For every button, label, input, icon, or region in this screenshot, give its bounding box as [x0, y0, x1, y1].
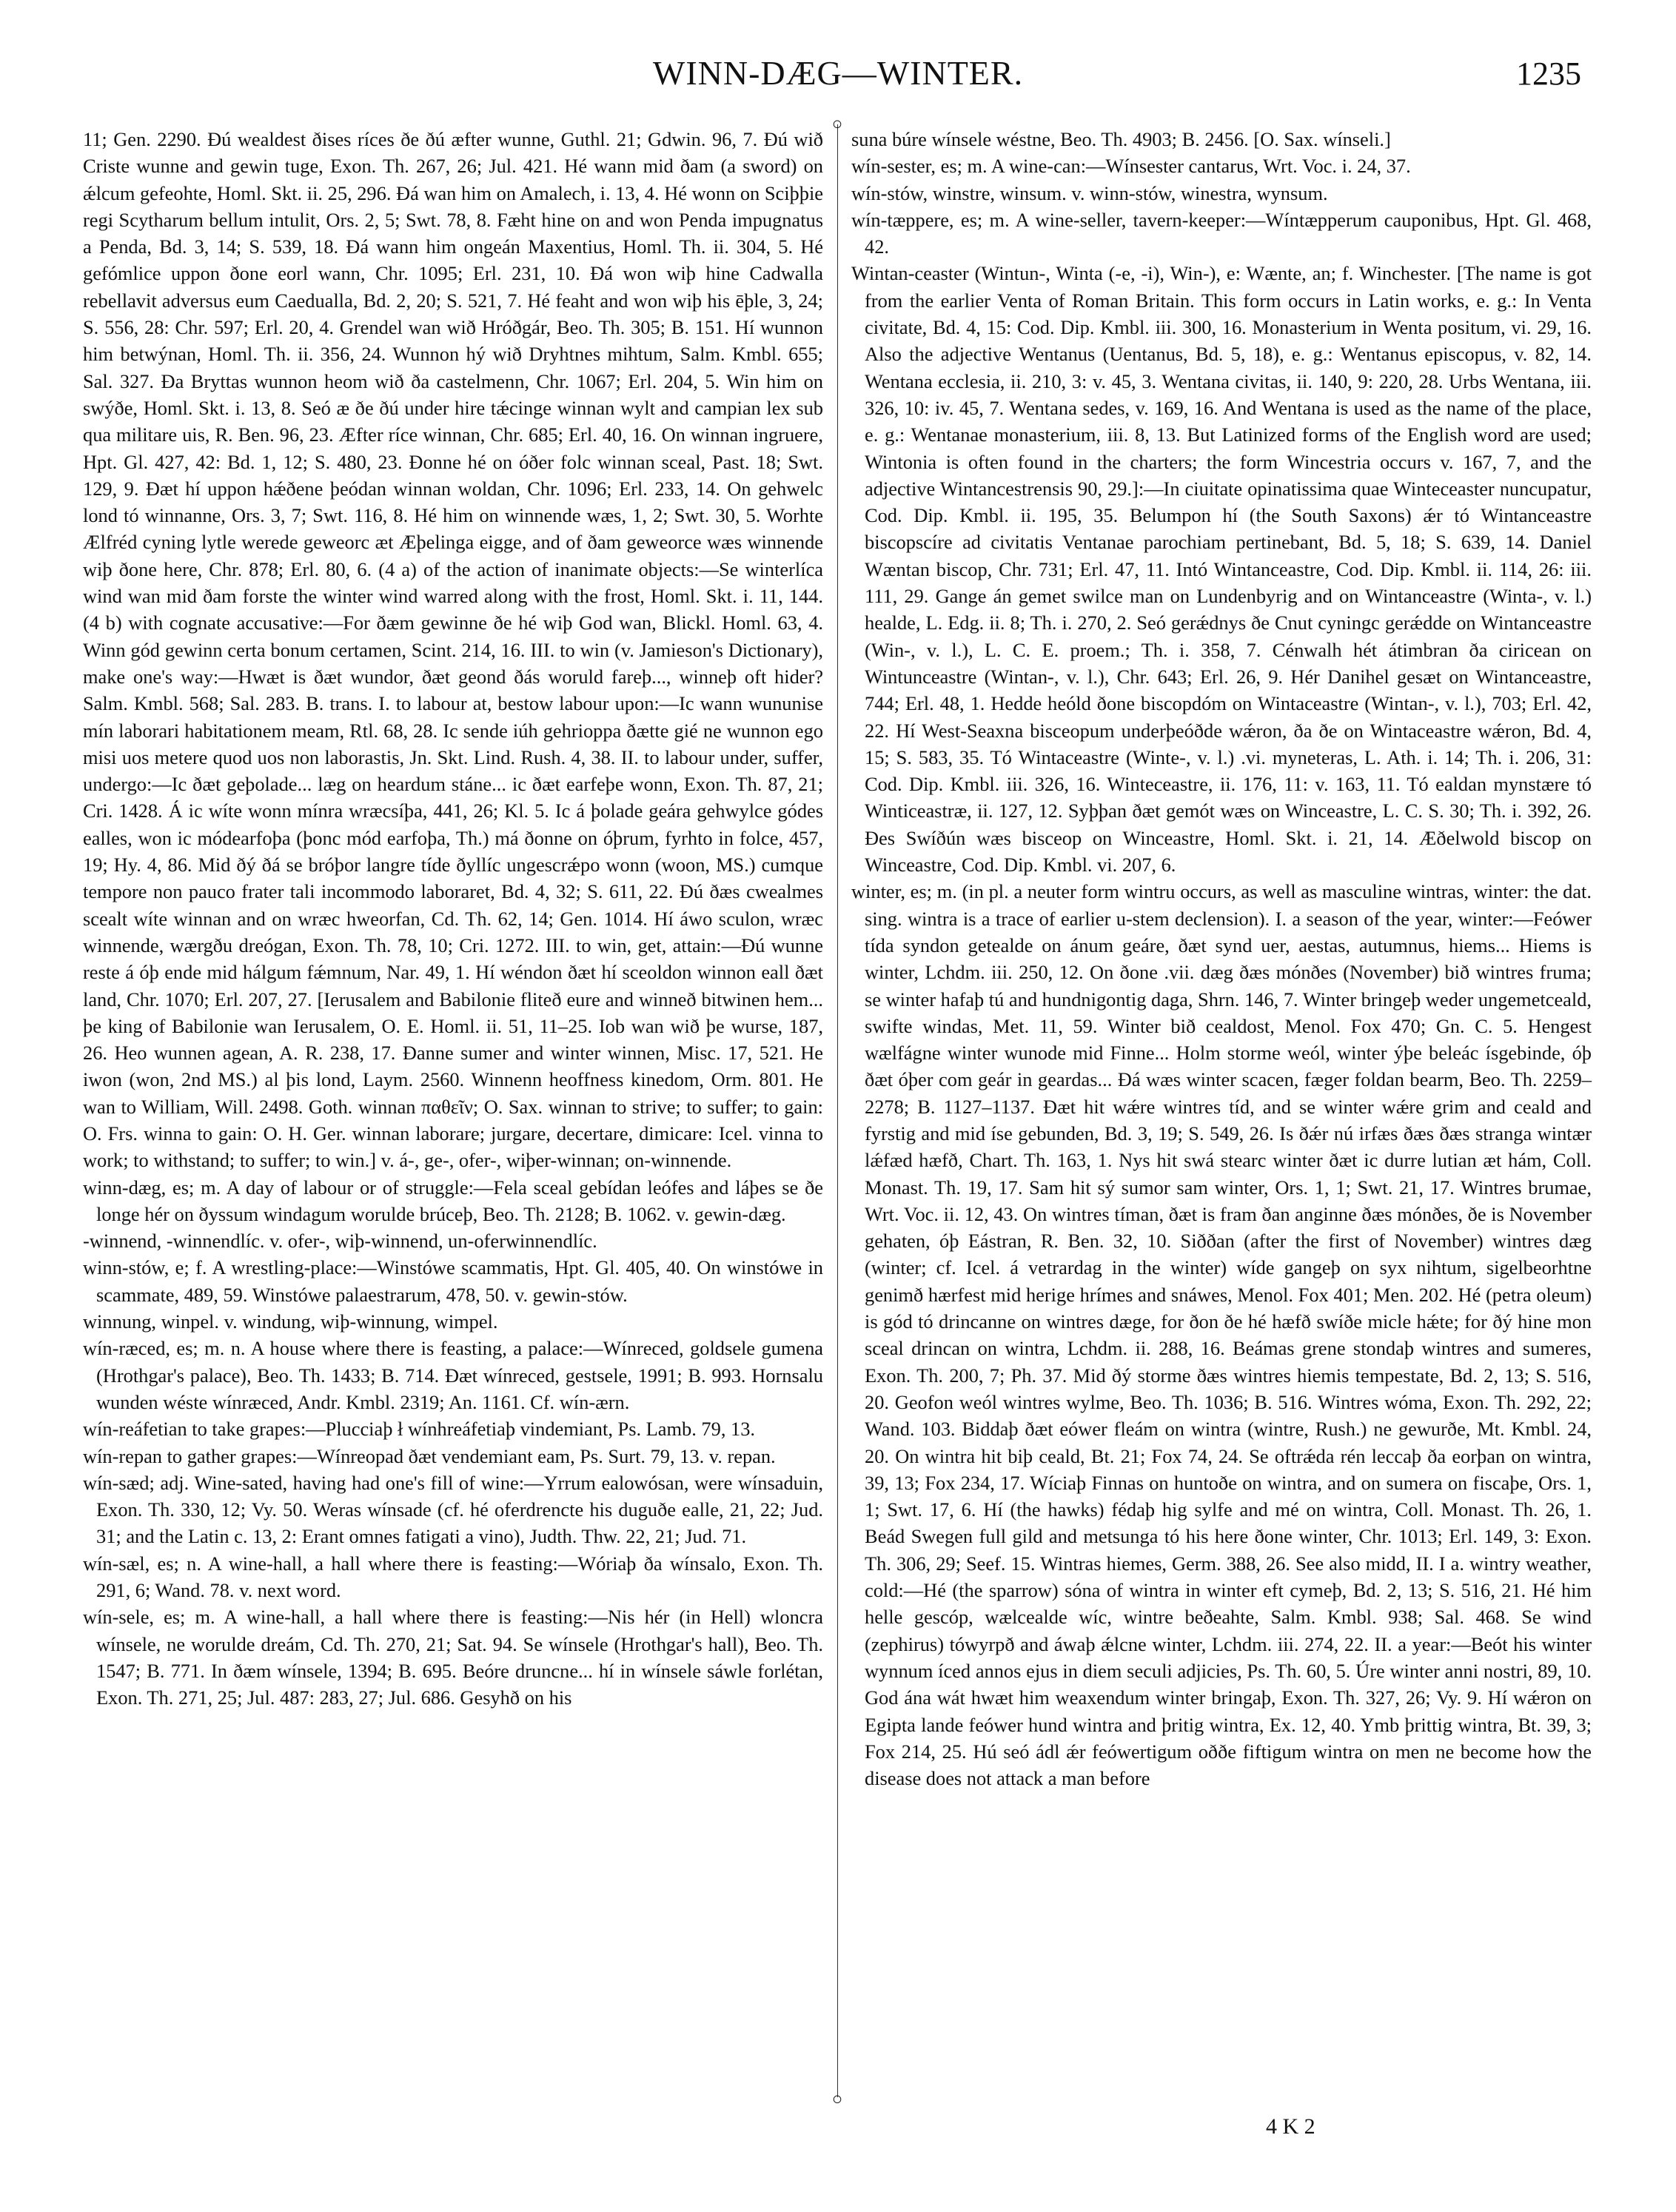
entry-winn-stow: winn-stów, e; f. A wrestling-place:—Winstówe scammatis, Hpt. Gl. 405, 40. On winstówe in scammate, 489, 59. Winstówe palaestrarum, 478, 50. v. gewin-stów. [83, 1256, 823, 1306]
entry-win-stow: wín-stów, winstre, winsum. v. winn-stów, winestra, wynsum. [851, 181, 1328, 204]
entry-winnung: winnung, winpel. v. windung, wiþ-winnung, wimpel. [83, 1310, 498, 1333]
entry-win-sester: wín-sester, es; m. A wine-can:—Wínsester cantarus, Wrt. Voc. i. 24, 37. [851, 155, 1411, 178]
entry-win-taeppere: wín-tæppere, es; m. A wine-seller, tavern-keeper:—Wíntæpperum cauponibus, Hpt. Gl. 468, 42. [851, 208, 1592, 258]
column-ornament-top-icon: ○ [831, 115, 843, 134]
signature-mark: 4 K 2 [1266, 2114, 1315, 2139]
entry-win-raeced: wín-ræced, es; m. n. A house where there is feasting, a palace:—Wínreced, goldsele gumena (Hrothgar's palace), Beo. Th. 1433; B. 714. Ðæt wínreced, gestsele, 1991; B. 993. Hornsalu wunden wéste wínræced, Andr. Kmbl. 2319; An. 1161. Cf. wín-ærn. [83, 1337, 823, 1413]
left-column [83, 126, 823, 1712]
column-ornament-bottom-icon: ○ [831, 2090, 843, 2109]
entry-continuation: suna búre wínsele wéstne, Beo. Th. 4903; B. 2456. [O. Sax. wínseli.] [851, 128, 1391, 150]
page-header [0, 53, 1676, 105]
right-column [851, 126, 1592, 1792]
page-number: 1235 [1516, 56, 1581, 92]
entry-win-sael: wín-sæl, es; n. A wine-hall, a hall where there is feasting:—Wóriaþ ða wínsalo, Exon. Th. 291, 6; Wand. 78. v. next word. [83, 1552, 823, 1602]
entry-winn-daeg: winn-dæg, es; m. A day of labour or of struggle:—Fela sceal gebídan leófes and láþes se ðe longe hér on ðyssum windagum worulde brúceþ, Beo. Th. 2128; B. 1062. v. gewin-dæg. [83, 1176, 823, 1225]
entry-continuation: 11; Gen. 2290. Ðú wealdest ðises ríces ðe ðú æfter wunne, Guthl. 21; Gdwin. 96, 7. Ðú wið Criste wunne and gewin tuge, Exon. Th. 267, 26; Jul. 421. Hé wann mid ðam (a sword) on ǽlcum gefeohte, Homl. Skt. ii. 25, 296. Ðá wan him on Amalech, i. 13, 4. Hé wonn on Sciþþie regi Scytharum bellum intulit, Ors. 2, 5; Swt. 78, 8. Fæht hine on and won Penda impugnatus a Penda, Bd. 3, 14; S. 539, 18. Ðá wann him ongeán Maxentius, Homl. Th. ii. 304, 5. Hé gefómlice uppon ðone eorl wann, Chr. 1095; Erl. 231, 10. Ðá won wiþ hine Cadwalla rebellavit adversus eum Caedualla, Bd. 2, 20; S. 521, 7. Hé feaht and won wiþ his ēþle, 3, 24; S. 556, 28: Chr. 597; Erl. 20, 4. Grendel wan wið Hróðgár, Beo. Th. 305; B. 151. Hí wunnon him betwýnan, Homl. Th. ii. 356, 24. Wunnon hý wið Dryhtnes mihtum, Salm. Kmbl. 655; Sal. 327. Ða Bryttas wunnon heom wið ða castelmenn, Chr. 1067; Erl. 204, 5. Win him on swýðe, Homl. Skt. i. 13, 8. Seó æ ðe ðú under hire tǽcinge winnan wylt and campian lex sub qua militare uis, R. Ben. 96, 23. Æfter ríce winnan, Chr. 685; Erl. 40, 16. On winnan ingruere, Hpt. Gl. 427, 42: Bd. 1, 12; S. 480, 23. Ðonne hé on óðer folc winnan sceal, Past. 18; Swt. 129, 9. Ðæt hí uppon hǽðene þeódan winnan woldan, Chr. 1096; Erl. 233, 14. On gehwelc lond tó winnanne, Ors. 3, 7; Swt. 116, 8. Hé him on winnende wæs, 1, 2; Swt. 30, 5. Worhte Ælfréd cyning lytle werede geweorc æt Æþelinga eigge, and of ðam geweorce wæs winnende wiþ ðone here, Chr. 878; Erl. 80, 6. (4 a) of the action of inanimate objects:—Se winterlíca wind wan mid ðam forste the winter wind warred along with the frost, Homl. Skt. i. 11, 144. (4 b) with cognate accusative:—For ðæm gewinne ðe hé wiþ God wan, Blickl. Homl. 63, 4. Winn gód gewinn certa bonum certamen, Scint. 214, 16. III. to win (v. Jamieson's Dictionary), make one's way:—Hwæt is ðæt wundor, ðæt geond ðás woruld fareþ..., winneþ oft hider? Salm. Kmbl. 568; Sal. 283. B. trans. I. to labour at, bestow labour upon:—Ic wann wununise mín laborari habitationem meam, Rtl. 68, 28. Ic sende iúh gehrioppa ðætte gié ne wunnon ego misi uos metere quod uos non laborastis, Jn. Skt. Lind. Rush. 4, 38. II. to labour under, suffer, undergo:—Ic ðæt geþolade... læg on heardum stáne... ic ðæt earfeþe wonn, Exon. Th. 87, 21; Cri. 1428. Á ic wíte wonn mínra wræcsíþa, 441, 26; Kl. 5. Ic á þolade geára gehwylce gódes ealles, won ic módearfoþa (þonc mód earfoþa, Th.) má ðonne on óþrum, fyrhto in folce, 457, 19; Hy. 4, 86. Mid ðý ðá se bróþor langre tíde ðyllíc ungescrǽpo wonn (woon, MS.) cumque tempore non pauco frater tali incommodo laboraret, Bd. 4, 32; S. 611, 22. Ðú ðæs cwealmes scealt wíte winnan and on wræc hweorfan, Cd. Th. 62, 14; Gen. 1014. Hí áwo sculon, wræc winnende, wærgðu dreógan, Exon. Th. 78, 10; Cri. 1272. III. to win, get, attain:—Ðú wunne reste á óþ ende mid hálgum fǽmnum, Nar. 49, 1. Hí wéndon ðæt hí sceoldon winnon eall ðæt land, Chr. 1070; Erl. 207, 27. [Ierusalem and Babilonie fliteð eure and winneð bitwinen hem... þe king of Babilonie wan Ierusalem, O. E. Homl. ii. 51, 11–25. Iob wan wið þe wurse, 187, 26. Heo wunnen agean, A. R. 238, 17. Ðanne sumer and winter winnen, Misc. 17, 521. He iwon (won, 2nd MS.) al þis lond, Laym. 2560. Winnenn heoffness kinedom, Orm. 801. He wan to William, Will. 2498. Goth. winnan παθεῖν; O. Sax. winnan to strive; to suffer; to gain: O. Frs. winna to gain: O. H. Ger. winnan laborare; jurgare, decertare, dimicare: Icel. vinna to work; to withstand; to suffer; to win.] v. á-, ge-, ofer-, wiþer-winnan; on-winnende. [83, 128, 823, 1172]
entry-win-saed: wín-sæd; adj. Wine-sated, having had one's fill of wine:—Yrrum ealowósan, were wínsaduin, Exon. Th. 330, 12; Vy. 50. Weras wínsade (cf. hé oferdrencte his duguðe ealle, 21, 22; Jud. 31; and the Latin c. 13, 2: Erant omnes fatigati a vino), Judth. Thw. 22, 21; Jud. 71. [83, 1471, 823, 1548]
entry-win-repan: wín-repan to gather grapes:—Wínreopad ðæt vendemiant eam, Ps. Surt. 79, 13. v. repan. [83, 1444, 776, 1467]
entry-wintan-ceaster: Wintan-ceaster (Wintun-, Winta (-e, -i), Win-), e: Wænte, an; f. Winchester. [The name is got from the earlier Venta of Roman Britain. This form occurs in Latin works, e. g.: In Venta civitate, Bd. 4, 15: Cod. Dip. Kmbl. iii. 300, 16. Monasterium in Wenta positum, vi. 29, 16. Also the adjective Wentanus (Uentanus, Bd. 5, 18), e. g.: Wentanus episcopus, v. 82, 14. Wentana ecclesia, ii. 210, 3: v. 45, 3. Wentana civitas, ii. 140, 9: 220, 28. Urbs Wentana, iii. 326, 10: iv. 45, 7. Wentana sedes, v. 169, 16. And Wentana is used as the name of the place, e. g.: Wentanae monasterium, iii. 8, 13. But Latinized forms of the English word are used; Wintonia is often found in the charters; the form Wincestria occurs v. 167, 7, and the adjective Wintancestrensis 90, 29.]:—In ciuitate opinatissima quae Winteceaster nuncupatur, Cod. Dip. Kmbl. ii. 195, 35. Belumpon hí (the South Saxons) ǽr tó Wintanceastre biscopscíre ad civitatis Ventanae parochiam pertinebant, Bd. 5, 18; S. 639, 14. Daniel Wæntan biscop, Chr. 731; Erl. 47, 11. Intó Wintanceastre, Cod. Dip. Kmbl. ii. 114, 26: iii. 111, 29. Gange án gemet swilce man on Lundenbyrig and on Wintanceastre (Winta-, v. l.) healde, L. Edg. ii. 8; Th. i. 270, 2. Seó gerǽdnys ðe Cnut cyningc gerǽdde on Wintanceastre (Win-, v. l.), L. C. E. proem.; Th. i. 358, 7. Cénwalh hét átimbran ða ciricean on Wintunceastre (Wintan-, v. l.), Chr. 643; Erl. 26, 9. Hér Danihel gesæt on Wintanceastre, 744; Erl. 48, 1. Hedde heóld ðone biscopdóm on Wintaceastre (Wintan-, v. l.), 703; Erl. 42, 22. Hí West-Seaxna bisceopum underþeóðde wǽron, ða ðe on Wintaceastre wǽron, Bd. 4, 15; S. 583, 35. Tó Wintaceastre (Winte-, v. l.) .vi. myneteras, L. Ath. i. 14; Th. i. 206, 31: Cod. Dip. Kmbl. iii. 326, 16. Winteceastre, ii. 176, 11: v. 163, 11. Tó ealdan mynstære tó Winticeastræ, ii. 127, 12. Syþþan ðæt gemót wæs on Winceastre, L. C. S. 30; Th. i. 392, 26. Ðes Swíðún wæs bisceop on Winceastre, Homl. Skt. i. 21, 14. Æðelwold biscop on Winceastre, Cod. Dip. Kmbl. vi. 207, 6. [851, 262, 1592, 877]
entry-winter: winter, es; m. (in pl. a neuter form wintru occurs, as well as masculine wintras, winter: the dat. sing. wintra is a trace of earlier u-stem declension). I. a season of the year, winter:—Feówer tída syndon getealde on ánum geáre, ðæt synd uer, aestas, autumnus, hiems... Hiems is winter, Lchdm. iii. 250, 12. On ðone .vii. dæg ðæs mónðes (November) bið wintres fruma; se winter hafaþ tú and hundnigontig daga, Shrn. 146, 7. Winter bringeþ weder ungemetceald, swifte windas, Met. 11, 59. Winter bið cealdost, Menol. Fox 470; Gn. C. 5. Hengest wælfágne winter wunode mid Finne... Holm storme weól, winter ýþe beleác ísgebinde, óþ ðæt óþer com geár in geardas... Ðá wæs winter scacen, fæger foldan bearm, Beo. Th. 2259–2278; B. 1127–1137. Ðæt hit wǽre wintres tíd, and se winter wǽre grim and ceald and fyrstig and mid íse gebunden, Bd. 3, 19; S. 549, 26. Is ðǽr nú irfæs ðæs ðæs stranga wintær lǽfæd hæfð, Chart. Th. 163, 1. Nys hit swá stearc winter ðæt ic durre lutian æt hám, Coll. Monast. Th. 19, 17. Sam hit sý sumor sam winter, Ors. 1, 1; Swt. 21, 17. Wintres brumae, Wrt. Voc. ii. 12, 43. On wintres tíman, ðæt is fram ðan anginne ðæs mónðes, ðe is November gehaten, óþ Eástran, R. Ben. 32, 10. Siððan (after the first of November) wintres dæg (winter; cf. Icel. á vetrardag in the winter) wíde gangeþ on syx nihtum, sigelbeorhtne genimð hærfest mid herige hrímes and snáwes, Menol. Fox 401; Men. 202. Hé (petra oleum) is gód tó drincanne on wintres dæge, for ðon ðe hé hæfð swíðe micle hǽte; for ðý hine mon sceal drincan on wintra, Lchdm. ii. 288, 16. Beámas grene stondaþ wintres and sumeres, Exon. Th. 200, 7; Ph. 37. Mid ðý storme ðæs wintres hiemis tempestate, Bd. 2, 13; S. 516, 20. Geofon weól wintres wylme, Beo. Th. 1036; B. 516. Wintres wóma, Exon. Th. 292, 22; Wand. 103. Biddaþ ðæt eówer fleám on wintra (wintre, Rush.) ne gewurðe, Mt. Kmbl. 24, 20. On wintra hit biþ ceald, Bt. 21; Fox 74, 24. Se oftrǽda rén leccaþ ða eorþan on wintra, 39, 13; Fox 234, 17. Wíciaþ Finnas on huntoðe on wintra, and on sumera on fiscaþe, Ors. 1, 1; Swt. 17, 6. Hí (the hawks) fédaþ hig sylfe and mé on wintra, Coll. Monast. Th. 26, 1. Beád Swegen full gild and metsunga tó his here ðone winter, Chr. 1013; Erl. 149, 3: Exon. Th. 306, 29; Seef. 15. Wintras hiemes, Germ. 388, 26. See also midd, II. I a. wintry weather, cold:—Hé (the sparrow) sóna of wintra in winter eft cymeþ, Bd. 2, 13; S. 516, 21. Hé him helle gescóp, wælcealde wíc, wintre beðeahte, Salm. Kmbl. 938; Sal. 468. Se wind (zephirus) tówyrpð and áwaþ ǽlcne winter, Lchdm. iii. 274, 22. II. a year:—Beót his winter wynnum íced annos ejus in diem seculi adjicies, Ps. Th. 60, 5. Úre winter anni nostri, 89, 10. God ána wát hwæt him weaxendum winter bringaþ, Exon. Th. 327, 26; Vy. 9. Hí wǽron on Egipta lande feówer hund wintra and þritig wintra, Ex. 12, 40. Ymb þrittig wintra, Bt. 39, 3; Fox 214, 25. Hú seó ádl ǽr feówertigum oððe fiftigum wintra on men ne become how the disease does not attack a man before [851, 880, 1592, 1790]
entry-win-reafetian: wín-reáfetian to take grapes:—Plucciaþ ł wínhreáfetiaþ vindemiant, Ps. Lamb. 79, 13. [83, 1418, 756, 1441]
running-title: WINN-DÆG—WINTER. [652, 54, 1024, 92]
entry-winnend: -winnend, -winnendlíc. v. ofer-, wiþ-winnend, un-oferwinnendlíc. [83, 1230, 597, 1253]
column-divider [837, 124, 838, 2097]
entry-win-sele: wín-sele, es; m. A wine-hall, a hall where there is feasting:—Nis hér (in Hell) wloncra wínsele, ne worulde dreám, Cd. Th. 270, 21; Sat. 94. Se wínsele (Hrothgar's hall), Beo. Th. 1547; B. 771. In ðæm wínsele, 1394; B. 695. Beóre druncne... hí in wínsele sáwle forlétan, Exon. Th. 271, 25; Jul. 487: 283, 27; Jul. 686. Gesyhð on his [83, 1606, 823, 1709]
